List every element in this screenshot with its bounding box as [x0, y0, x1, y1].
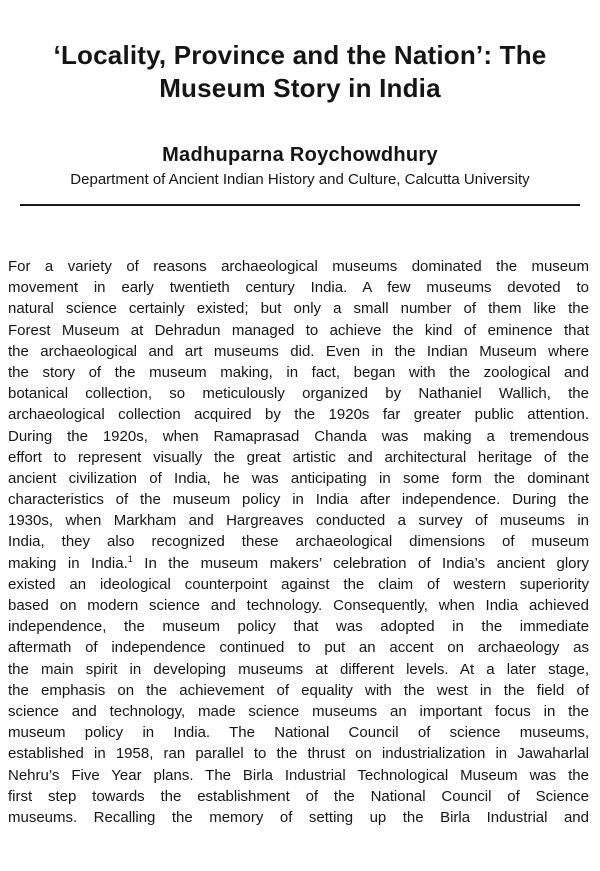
author-name: Madhuparna Roychowdhury [162, 144, 438, 166]
paper-title-line-2: Museum Story in India [159, 73, 441, 103]
body-line-with-footnote [8, 553, 589, 574]
body-line: existed an ideological counterpoint against the claim of western superiority [8, 575, 589, 593]
author-affiliation: Department of Ancient Indian History and Culture, Calcutta University [70, 171, 530, 188]
body-line: the story of the museum making, in fact, began with the zoological and [8, 363, 589, 381]
body-line: first step towards the establishment of the National Council of Science [8, 787, 589, 805]
body-line: 1930s, when Markham and Hargreaves conducted a survey of museums in [8, 512, 589, 530]
body-line: For a variety of reasons archaeological museums dominated the museum [8, 258, 589, 275]
body-line: aftermath of independence continued to put an accent on archaeology as [8, 639, 589, 657]
body-line: the main spirit in developing museums at different levels. At a later stage, [8, 660, 589, 678]
body-line: the emphasis on the achievement of equality with the west in the field of [8, 681, 589, 699]
body-line: ancient civilization of India, he was anticipating in some form the dominant [8, 469, 589, 487]
body-line: independence, the museum policy that was adopted in the immediate [8, 618, 589, 636]
paper-title-line-1: ‘Locality, Province and the Nation’: The [53, 40, 547, 70]
body-line: archaeological collection acquired by the 1920s far greater public attention. [8, 406, 589, 424]
body-line: Nehru’s Five Year plans. The Birla Industrial Technological Museum was the [8, 766, 589, 784]
body-line: based on modern science and technology. Consequently, when India achieved [8, 597, 589, 614]
body-line: movement in early twentieth century India. A few museums devoted to [8, 279, 589, 297]
body-line: established in 1958, ran parallel to the thrust on industrialization in Jawaharlal [8, 745, 589, 763]
body-line: the archaeological and art museums did. Even in the Indian Museum where [8, 342, 589, 360]
footnote-reference[interactable]: 1 [127, 553, 133, 564]
body-line: During the 1920s, when Ramaprasad Chanda was making a tremendous [8, 427, 589, 445]
title-divider [20, 204, 580, 206]
body-text [8, 256, 589, 828]
body-line: museum policy in India. The National Council of science museums, [8, 724, 589, 742]
body-line: botanical collection, so meticulously organized by Nathaniel Wallich, the [8, 385, 589, 403]
body-line-continuation: In the museum makers’ celebration of India’s ancient glory [144, 554, 589, 572]
body-line-start: making in India. [8, 554, 128, 572]
body-line: India, they also recognized these archaeological dimensions of museum [8, 533, 589, 551]
body-line: effort to represent visually the great artistic and architectural heritage of the [8, 448, 589, 466]
body-line: characteristics of the museum policy in India after independence. During the [8, 491, 589, 509]
body-line: science and technology, made science museums an important focus in the [8, 702, 589, 720]
body-line: museums. Recalling the memory of setting up the Birla Industrial and [8, 808, 589, 826]
body-line: natural science certainly existed; but only a small number of them like the [8, 300, 589, 318]
body-line: Forest Museum at Dehradun managed to achieve the kind of eminence that [8, 321, 589, 339]
